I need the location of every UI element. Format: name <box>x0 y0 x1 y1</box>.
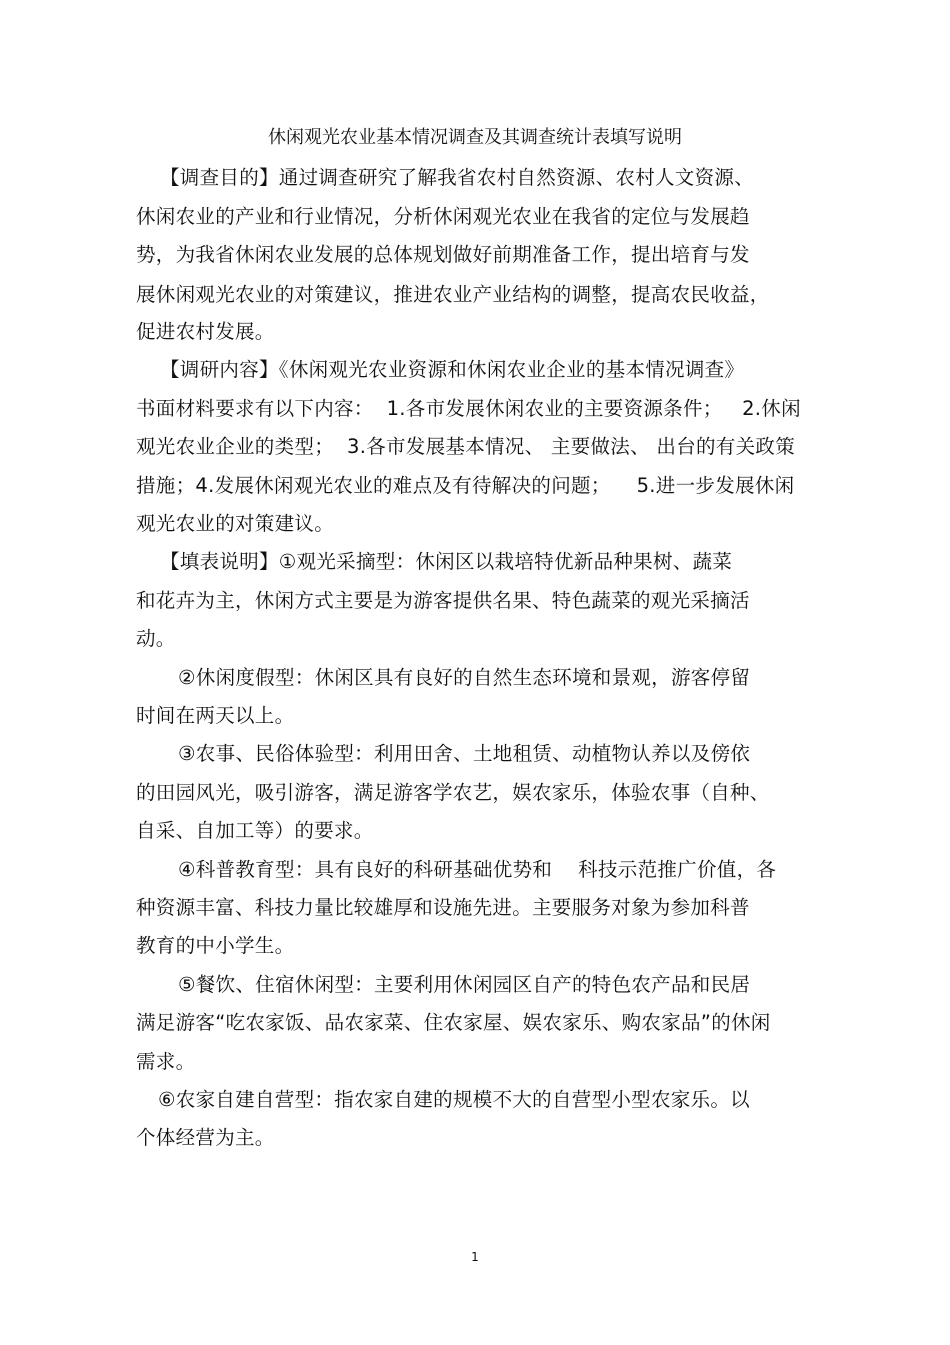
paragraph-line: 个体经营为主。 <box>136 1126 275 1149</box>
paragraph-line: 时间在两天以上。 <box>136 704 295 727</box>
paragraph-line: 休闲农业的产业和行业情况，分析休闲观光农业在我省的定位与发展趋 <box>136 205 750 228</box>
paragraph-line: 【调研内容】《休闲观光农业资源和休闲农业企业的基本情况调查》 <box>160 358 745 381</box>
paragraph-line: 动。 <box>136 627 176 650</box>
paragraph-line: 自采、自加工等）的要求。 <box>136 819 374 842</box>
paragraph-line: 和花卉为主，休闲方式主要是为游客提供名果、特色蔬菜的观光采摘活 <box>136 589 750 612</box>
paragraph-line: ②休闲度假型：休闲区具有良好的自然生态环境和景观，游客停留 <box>178 666 751 689</box>
paragraph-line: 势，为我省休闲农业发展的总体规划做好前期准备工作，提出培育与发 <box>136 243 750 266</box>
paragraph-line: ⑤餐饮、住宿休闲型：主要利用休闲园区自产的特色农产品和民居 <box>178 973 751 996</box>
paragraph-line: 【填表说明】①观光采摘型：休闲区以栽培特优新品种果树、蔬菜 <box>160 550 733 573</box>
paragraph-line: 措施；4.发展休闲观光农业的难点及有待解决的问题； 5.进一步发展休闲 <box>136 474 795 497</box>
paragraph-line: 【调查目的】通过调查研究了解我省农村自然资源、农村人文资源、 <box>160 166 755 189</box>
paragraph-line: 需求。 <box>136 1050 196 1073</box>
paragraph-line: 观光农业企业的类型； 3.各市发展基本情况、 主要做法、 出台的有关政策 <box>136 435 795 458</box>
paragraph-line: ⑥农家自建自营型：指农家自建的规模不大的自营型小型农家乐。以 <box>158 1088 750 1111</box>
paragraph-line: 教育的中小学生。 <box>136 934 295 957</box>
paragraph-line: 的田园风光，吸引游客，满足游客学农艺，娱农家乐，体验农事（自种、 <box>136 781 770 804</box>
paragraph-line: 展休闲观光农业的对策建议，推进农业产业结构的调整，提高农民收益， <box>136 283 770 306</box>
document-title: 休闲观光农业基本情况调查及其调查统计表填写说明 <box>268 127 682 148</box>
paragraph-line: 观光农业的对策建议。 <box>136 512 335 535</box>
paragraph-line: ④科普教育型：具有良好的科研基础优势和 科技示范推广价值，各 <box>178 858 777 881</box>
paragraph-line: ③农事、民俗体验型：利用田舍、土地租赁、动植物认养以及傍依 <box>178 742 751 765</box>
paragraph-line: 种资源丰富、科技力量比较雄厚和设施先进。主要服务对象为参加科普 <box>136 896 750 919</box>
paragraph-line: 满足游客“吃农家饭、品农家菜、住农家屋、娱农家乐、购农家品”的休闲 <box>136 1011 771 1034</box>
paragraph-line: 促进农村发展。 <box>136 320 275 343</box>
paragraph-line: 书面材料要求有以下内容： 1.各市发展休闲农业的主要资源条件； 2.休闲 <box>136 397 801 420</box>
page-number: 1 <box>471 1250 479 1264</box>
